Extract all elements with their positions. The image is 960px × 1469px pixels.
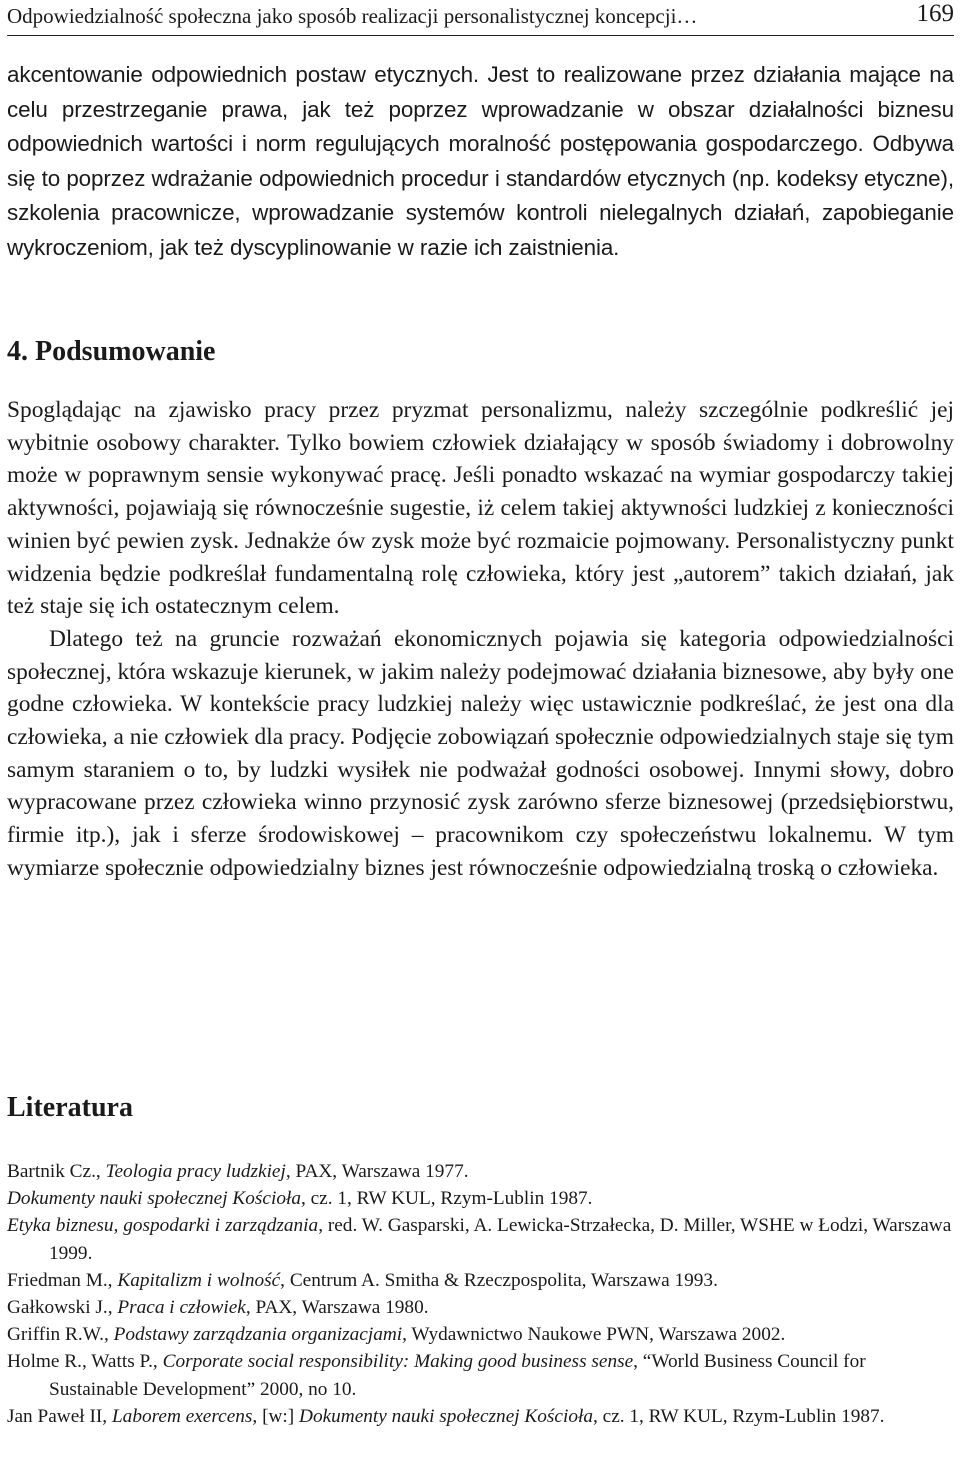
reference-item: Bartnik Cz., Teologia pracy ludzkiej, PAX, Warszawa 1977. xyxy=(7,1161,469,1182)
summary-paragraph-1: Spoglądając na zjawisko pracy przez pryzmat personalizmu, należy szczególnie podkreślić jej wybitnie osobowy charakter. Tylko bowiem człowiek działający w sposób świadomy i dobrowolny może w poprawnym sensie wykonywać pracę. Jeśli ponadto wskazać na wymiar gospodarczy takiej aktywności, pojawiają się równocześnie sugestie, iż celem takiej aktywności ludzkiej z konieczności winien być pewien zysk. Jednakże ów zysk może być rozmaicie pojmowany. Personalistyczny punkt widzenia będzie podkreślał fundamentalną rolę człowieka, który jest „autorem” takich działań, jak też staje się ich ostatecznym celem. xyxy=(7,397,954,620)
body-paragraph-intro: akcentowanie odpowiednich postaw etycznych. Jest to realizowane przez działania mające na celu przestrzeganie prawa, jak też poprzez wprowadzanie w obszar działalności biznesu odpowiednich wartości i norm regulujących moralność postępowania gospodarczego. Odbywa się to poprzez wdrażanie odpowiednich procedur i standardów etycznych (np. kodeksy etyczne), szkolenia pracownicze, wprowadzanie systemów kontroli nielegalnych działań, zapobieganie wykroczeniom, jak też dyscyplinowanie w razie ich zaistnienia. xyxy=(7,62,954,260)
summary-section xyxy=(7,394,954,885)
literature-heading: Literatura xyxy=(7,1092,133,1123)
reference-list xyxy=(7,1158,954,1430)
reference-item: Griffin R.W., Podstawy zarządzania organizacjami, Wydawnictwo Naukowe PWN, Warszawa 2002. xyxy=(7,1324,786,1346)
running-header xyxy=(7,2,954,36)
reference-item: Gałkowski J., Praca i człowiek, PAX, Warszawa 1980. xyxy=(7,1297,429,1319)
summary-paragraph-2: Dlatego też na gruncie rozważań ekonomicznych pojawia się kategoria odpowiedzialności społecznej, która wskazuje kierunek, w jakim należy podejmować działania biznesowe, aby były one godne człowieka. W kontekście pracy ludzkiej należy więc ustawicznie podkreślać, że jest ona dla człowieka, a nie człowiek dla pracy. Podjęcie zobowiązań społecznie odpowiedzialnych staje się tym samym staraniem o to, by ludzki wysiłek nie podważał godności osobowej. Innymi słowy, dobro wypracowane przez człowieka winno przynosić zysk zarówno sferze biznesowej (przedsiębiorstwu, firmie itp.), jak i sferze środowiskowej – pracownikom czy społeczeństwu lokalnemu. W tym wymiarze społecznie odpowiedzialny biznes jest równocześnie odpowiedzialną troską o człowieka. xyxy=(7,625,954,881)
reference-item: Holme R., Watts P., Corporate social responsibility: Making good business sense, “World Business Council for Sustainable Development” 2000, no 10. xyxy=(7,1351,866,1400)
reference-item: Etyka biznesu, gospodarki i zarządzania, red. W. Gasparski, A. Lewicka-Strzałecka, D. Miller, WSHE w Łodzi, Warszawa 1999. xyxy=(7,1215,952,1264)
reference-item: Jan Paweł II, Laborem exercens, [w:] Dokumenty nauki społecznej Kościoła, cz. 1, RW KUL, Rzym-Lublin 1987. xyxy=(7,1405,885,1427)
reference-item: Dokumenty nauki społecznej Kościoła, cz. 1, RW KUL, Rzym-Lublin 1987. xyxy=(7,1188,593,1210)
page-number: 169 xyxy=(916,0,954,27)
reference-item: Friedman M., Kapitalizm i wolność, Centrum A. Smitha & Rzeczpospolita, Warszawa 1993. xyxy=(7,1269,718,1291)
running-title: Odpowiedzialność społeczna jako sposób realizacji personalistycznej koncepcji… xyxy=(7,4,698,28)
section-heading: 4. Podsumowanie xyxy=(7,336,216,367)
